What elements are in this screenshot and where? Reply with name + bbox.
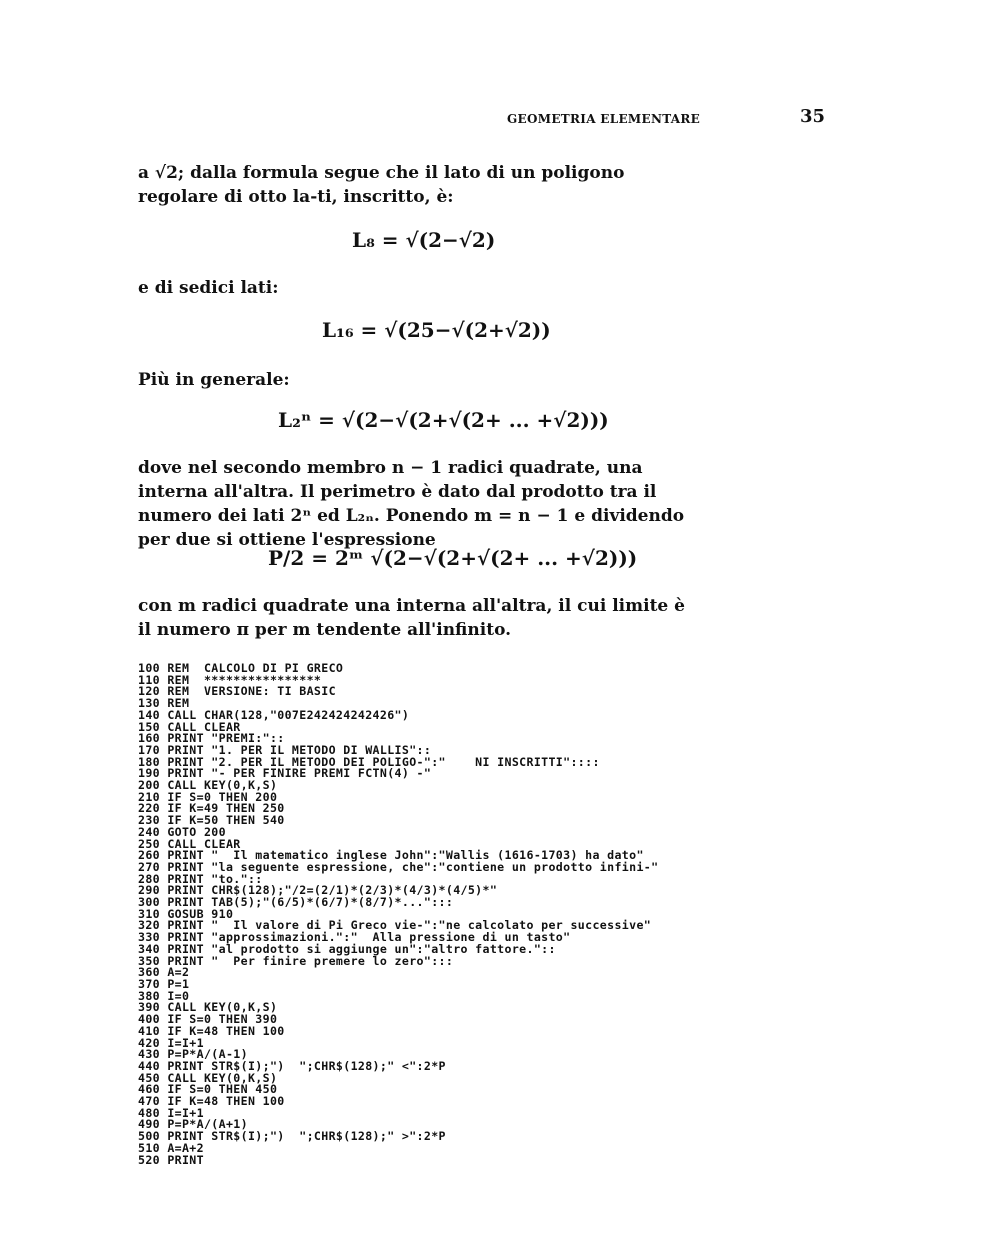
paragraph-general: Più in generale: [138, 370, 290, 390]
code-line: 240 GOTO 200 [138, 824, 226, 839]
code-line: 480 I=I+1 [138, 1105, 204, 1120]
code-line: 150 CALL CLEAR [138, 719, 241, 734]
code-line: 340 PRINT "al prodotto si aggiunge un":"altro fattore.":: [138, 941, 556, 956]
code-line: 280 PRINT "to.":: [138, 871, 263, 886]
code-line: 440 PRINT STR$(I);") ";CHR$(128);" <":2*P [138, 1058, 446, 1073]
code-line: 330 PRINT "approssimazioni.":" Alla pressione di un tasto" [138, 930, 571, 945]
code-line: 160 PRINT "PREMI:":: [138, 731, 285, 746]
code-line: 200 CALL KEY(0,K,S) [138, 778, 278, 793]
code-line: 430 P=P*A/(A-1) [138, 1047, 248, 1062]
code-line: 180 PRINT "2. PER IL METODO DEI POLIGO-":" NI INSCRITTI":::: [138, 754, 600, 769]
code-line: 380 I=0 [138, 988, 190, 1003]
code-line: 310 GOSUB 910 [138, 906, 234, 921]
code-line: 510 A=A+2 [138, 1140, 204, 1155]
code-line: 520 PRINT [138, 1152, 204, 1167]
code-line: 250 CALL CLEAR [138, 836, 241, 851]
code-line: 120 REM VERSIONE: TI BASIC [138, 684, 336, 699]
code-line: 260 PRINT " Il matematico inglese John":"Wallis (1616-1703) ha dato" [138, 848, 644, 863]
code-line: 470 IF K=48 THEN 100 [138, 1094, 285, 1109]
paragraph-sixteen-sides: e di sedici lati: [138, 278, 279, 298]
code-line: 100 REM CALCOLO DI PI GRECO [138, 661, 344, 675]
code-line: 140 CALL CHAR(128,"007E242424242426") [138, 707, 410, 722]
formula-l16: L₁₆ = √(25−√(2+√2)) [322, 318, 551, 342]
page-number: 35 [800, 106, 826, 127]
code-line: 170 PRINT "1. PER IL METODO DI WALLIS":: [138, 742, 432, 757]
basic-code-listing [138, 663, 658, 1166]
code-line: 410 IF K=48 THEN 100 [138, 1023, 285, 1038]
code-line: 350 PRINT " Per finire premere lo zero"::: [138, 953, 454, 968]
code-line: 210 IF S=0 THEN 200 [138, 789, 278, 804]
code-line: 290 PRINT CHR$(128);"/2=(2/1)*(2/3)*(4/3)*(4/5)*" [138, 883, 498, 898]
code-line: 190 PRINT "- PER FINIRE PREMI FCTN(4) -" [138, 766, 432, 781]
code-line: 490 P=P*A/(A+1) [138, 1117, 248, 1132]
code-line: 460 IF S=0 THEN 450 [138, 1082, 278, 1097]
code-line: 130 REM [138, 696, 190, 711]
formula-l8: L₈ = √(2−√2) [352, 228, 496, 252]
paragraph-limit: con m radici quadrate una interna all'altra, il cui limite è il numero π per m tendente all'infinito. [138, 596, 685, 640]
code-line: 270 PRINT "la seguente espressione, che":"contiene un prodotto infini-" [138, 859, 659, 874]
paragraph-intro: a √2; dalla formula segue che il lato di un poligono regolare di otto la-ti, inscritto, è: [138, 163, 625, 207]
code-line: 320 PRINT " Il valore di Pi Greco vie-":"ne calcolato per successive" [138, 918, 652, 933]
code-line: 390 CALL KEY(0,K,S) [138, 1000, 278, 1015]
code-line: 400 IF S=0 THEN 390 [138, 1012, 278, 1027]
code-line: 230 IF K=50 THEN 540 [138, 813, 285, 828]
code-line: 110 REM **************** [138, 672, 322, 687]
code-line: 500 PRINT STR$(I);") ";CHR$(128);" >":2*P [138, 1129, 446, 1144]
running-header: GEOMETRIA ELEMENTARE [507, 112, 701, 126]
code-line: 370 P=1 [138, 976, 190, 991]
code-line: 220 IF K=49 THEN 250 [138, 801, 285, 816]
code-line: 360 A=2 [138, 965, 190, 980]
formula-general: L₂ⁿ = √(2−√(2+√(2+ ... +√2))) [278, 408, 609, 432]
formula-half-perimeter: P/2 = 2ᵐ √(2−√(2+√(2+ ... +√2))) [268, 546, 638, 570]
paragraph-perimeter: dove nel secondo membro n − 1 radici quadrate, una interna all'altra. Il perimetro è dato dal prodotto tra il numero dei lati 2ⁿ ed L₂ₙ. Ponendo m = n − 1 e dividendo per due si ottiene l'espressione [138, 458, 685, 550]
code-line: 420 I=I+1 [138, 1035, 204, 1050]
code-line: 300 PRINT TAB(5);"(6/5)*(6/7)*(8/7)*..."::: [138, 895, 454, 910]
code-line: 450 CALL KEY(0,K,S) [138, 1070, 278, 1085]
